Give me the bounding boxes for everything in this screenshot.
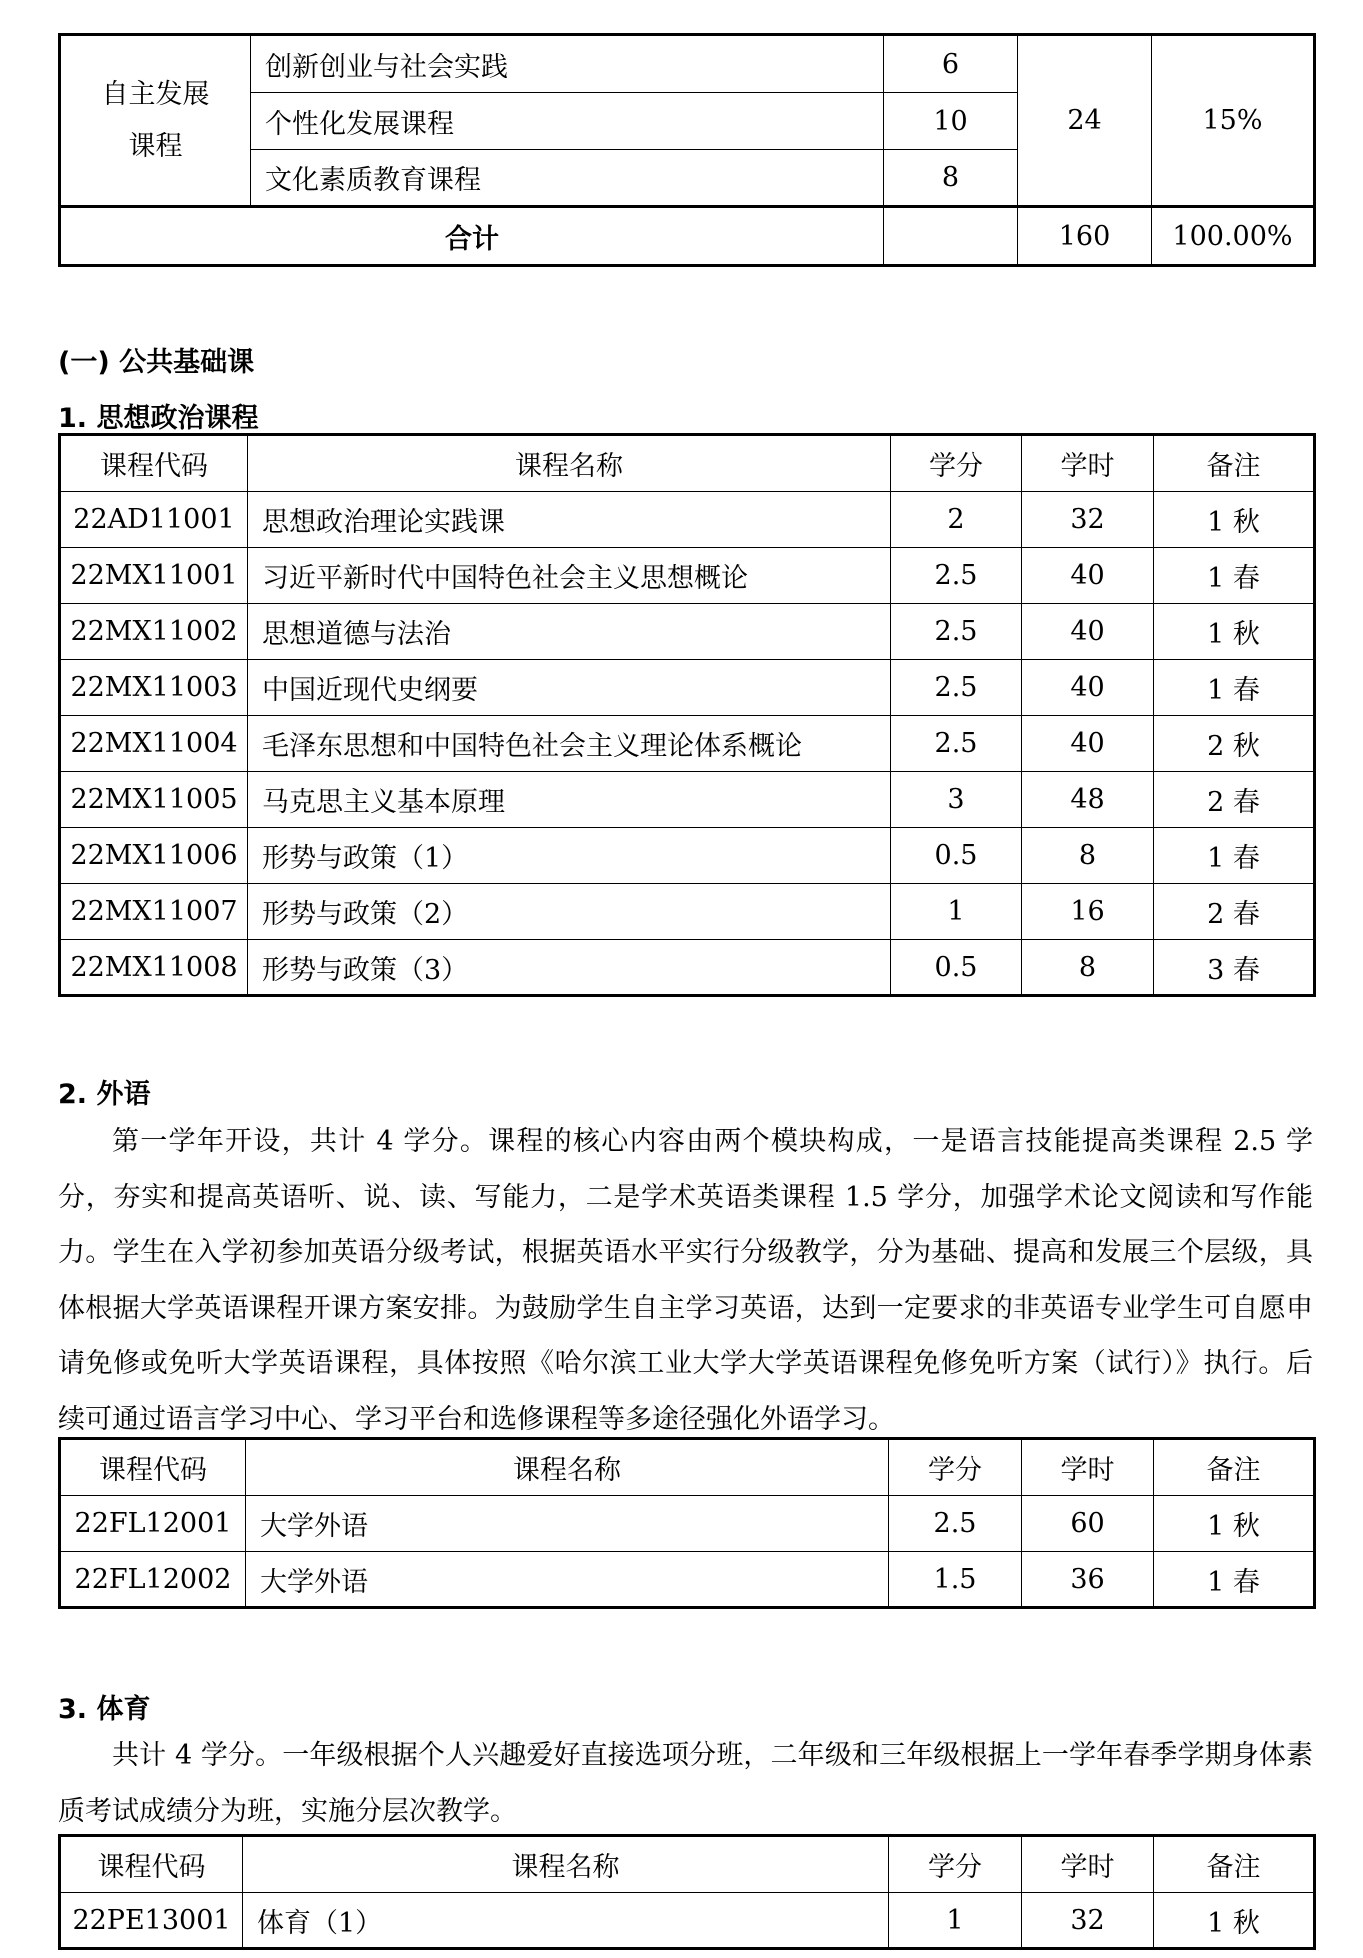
course-credits: 2.5 — [891, 548, 1022, 604]
course-credits: 1 — [889, 1893, 1022, 1949]
course-credits: 1 — [891, 884, 1022, 940]
course-note: 2 春 — [1154, 772, 1315, 828]
course-credits: 2.5 — [889, 1496, 1022, 1552]
header-code: 课程代码 — [60, 435, 248, 492]
table-row — [60, 716, 1315, 772]
table-row — [60, 828, 1315, 884]
header-credits: 学分 — [891, 435, 1022, 492]
course-name: 形势与政策（2） — [248, 884, 891, 940]
course-credits: 2.5 — [891, 604, 1022, 660]
course-name: 形势与政策（3） — [248, 940, 891, 996]
course-note: 1 春 — [1154, 548, 1315, 604]
table-row — [60, 604, 1315, 660]
course-name: 思想道德与法治 — [248, 604, 891, 660]
course-hours: 40 — [1022, 716, 1154, 772]
header-name: 课程名称 — [248, 435, 891, 492]
header-hours: 学时 — [1022, 435, 1154, 492]
table-row — [60, 548, 1315, 604]
course-code: 22PE13001 — [60, 1893, 243, 1949]
pe-description: 共计 4 学分。一年级根据个人兴趣爱好直接选项分班，二年级和三年级根据上一学年春季学期身体素质考试成绩分为班，实施分层次教学。 — [58, 1740, 1313, 1827]
header-note: 备注 — [1154, 1439, 1315, 1496]
course-name: 体育（1） — [243, 1893, 889, 1949]
header-note: 备注 — [1154, 1836, 1315, 1893]
course-hours: 8 — [1022, 940, 1154, 996]
header-hours: 学时 — [1022, 1836, 1154, 1893]
course-hours: 40 — [1022, 604, 1154, 660]
course-code: 22MX11006 — [60, 828, 248, 884]
table-row — [60, 35, 1315, 93]
course-name: 毛泽东思想和中国特色社会主义理论体系概论 — [248, 716, 891, 772]
table-row — [60, 660, 1315, 716]
header-note: 备注 — [1154, 435, 1315, 492]
header-name: 课程名称 — [243, 1836, 889, 1893]
table-row — [60, 492, 1315, 548]
course-name: 大学外语 — [246, 1496, 889, 1552]
header-credits: 学分 — [889, 1439, 1022, 1496]
course-code: 22MX11001 — [60, 548, 248, 604]
course-note: 1 秋 — [1154, 1496, 1315, 1552]
course-credits: 1.5 — [889, 1552, 1022, 1608]
header-name: 课程名称 — [246, 1439, 889, 1496]
course-name: 习近平新时代中国特色社会主义思想概论 — [248, 548, 891, 604]
total-row — [60, 207, 1315, 266]
course-hours: 48 — [1022, 772, 1154, 828]
course-code: 22FL12002 — [60, 1552, 246, 1608]
course-note: 1 秋 — [1154, 492, 1315, 548]
category-credits: 8 — [884, 150, 1018, 207]
course-code: 22MX11008 — [60, 940, 248, 996]
course-name: 思想政治理论实践课 — [248, 492, 891, 548]
course-note: 3 春 — [1154, 940, 1315, 996]
subsection-heading-ideology: 1. 思想政治课程 — [58, 403, 259, 434]
subsection-heading-foreign-language: 2. 外语 — [58, 1079, 151, 1110]
course-credits: 3 — [891, 772, 1022, 828]
course-note: 1 春 — [1154, 828, 1315, 884]
table-row — [60, 1552, 1315, 1608]
table-row — [60, 1893, 1315, 1949]
course-note: 1 秋 — [1154, 1893, 1315, 1949]
course-name: 形势与政策（1） — [248, 828, 891, 884]
group-percent: 15% — [1152, 35, 1315, 207]
total-credits: 160 — [1018, 207, 1152, 266]
course-hours: 40 — [1022, 660, 1154, 716]
course-credits: 2.5 — [891, 660, 1022, 716]
foreign-language-course-table — [58, 1437, 1316, 1609]
course-code: 22MX11005 — [60, 772, 248, 828]
course-code: 22MX11003 — [60, 660, 248, 716]
table-row — [60, 884, 1315, 940]
course-name: 中国近现代史纲要 — [248, 660, 891, 716]
table-row — [60, 772, 1315, 828]
header-credits: 学分 — [889, 1836, 1022, 1893]
course-credits: 0.5 — [891, 828, 1022, 884]
table-header-row — [60, 1439, 1315, 1496]
table-header-row — [60, 435, 1315, 492]
course-note: 1 春 — [1154, 1552, 1315, 1608]
group-label: 自主发展课程 — [60, 35, 251, 207]
course-hours: 32 — [1022, 1893, 1154, 1949]
course-code: 22AD11001 — [60, 492, 248, 548]
total-percent: 100.00% — [1152, 207, 1315, 266]
course-note: 2 秋 — [1154, 716, 1315, 772]
course-credits: 2.5 — [891, 716, 1022, 772]
course-note: 1 秋 — [1154, 604, 1315, 660]
course-note: 2 春 — [1154, 884, 1315, 940]
header-hours: 学时 — [1022, 1439, 1154, 1496]
course-code: 22MX11002 — [60, 604, 248, 660]
course-hours: 40 — [1022, 548, 1154, 604]
category-credits: 6 — [884, 35, 1018, 93]
table-row — [60, 1496, 1315, 1552]
course-hours: 60 — [1022, 1496, 1154, 1552]
course-category: 文化素质教育课程 — [251, 150, 884, 207]
total-label: 合计 — [60, 207, 884, 266]
course-note: 1 春 — [1154, 660, 1315, 716]
total-empty-cell — [884, 207, 1018, 266]
course-category: 个性化发展课程 — [251, 93, 884, 150]
section-heading: (一) 公共基础课 — [58, 347, 255, 378]
category-credits: 10 — [884, 93, 1018, 150]
header-code: 课程代码 — [60, 1836, 243, 1893]
course-code: 22FL12001 — [60, 1496, 246, 1552]
course-name: 大学外语 — [246, 1552, 889, 1608]
course-category: 创新创业与社会实践 — [251, 35, 884, 93]
course-hours: 36 — [1022, 1552, 1154, 1608]
course-code: 22MX11007 — [60, 884, 248, 940]
pe-course-table — [58, 1834, 1316, 1950]
course-hours: 16 — [1022, 884, 1154, 940]
foreign-language-description: 第一学年开设，共计 4 学分。课程的核心内容由两个模块构成，一是语言技能提高类课程 2.5 学分，夯实和提高英语听、说、读、写能力，二是学术英语类课程 1.5 学分，加强学术论文阅读和写作能力。学生在入学初参加英语分级考试，根据英语水平实行分级教学，分为基础、提高和发展三个层级，具体根据大学英语课程开课方案安排。为鼓励学生自主学习英语，达到一定要求的非英语专业学生可自愿申请免修或免听大学英语课程，具体按照《哈尔滨工业大学大学英语课程免修免听方案（试行）》执行。后续可通过语言学习中心、学习平台和选修课程等多途径强化外语学习。 — [58, 1126, 1313, 1435]
table-row — [60, 940, 1315, 996]
course-name: 马克思主义基本原理 — [248, 772, 891, 828]
course-code: 22MX11004 — [60, 716, 248, 772]
subsection-heading-pe: 3. 体育 — [58, 1694, 151, 1725]
table-header-row — [60, 1836, 1315, 1893]
course-credits: 2 — [891, 492, 1022, 548]
credit-summary-table — [58, 33, 1316, 267]
course-hours: 8 — [1022, 828, 1154, 884]
group-total: 24 — [1018, 35, 1152, 207]
course-hours: 32 — [1022, 492, 1154, 548]
course-credits: 0.5 — [891, 940, 1022, 996]
header-code: 课程代码 — [60, 1439, 246, 1496]
ideology-course-table — [58, 433, 1316, 997]
